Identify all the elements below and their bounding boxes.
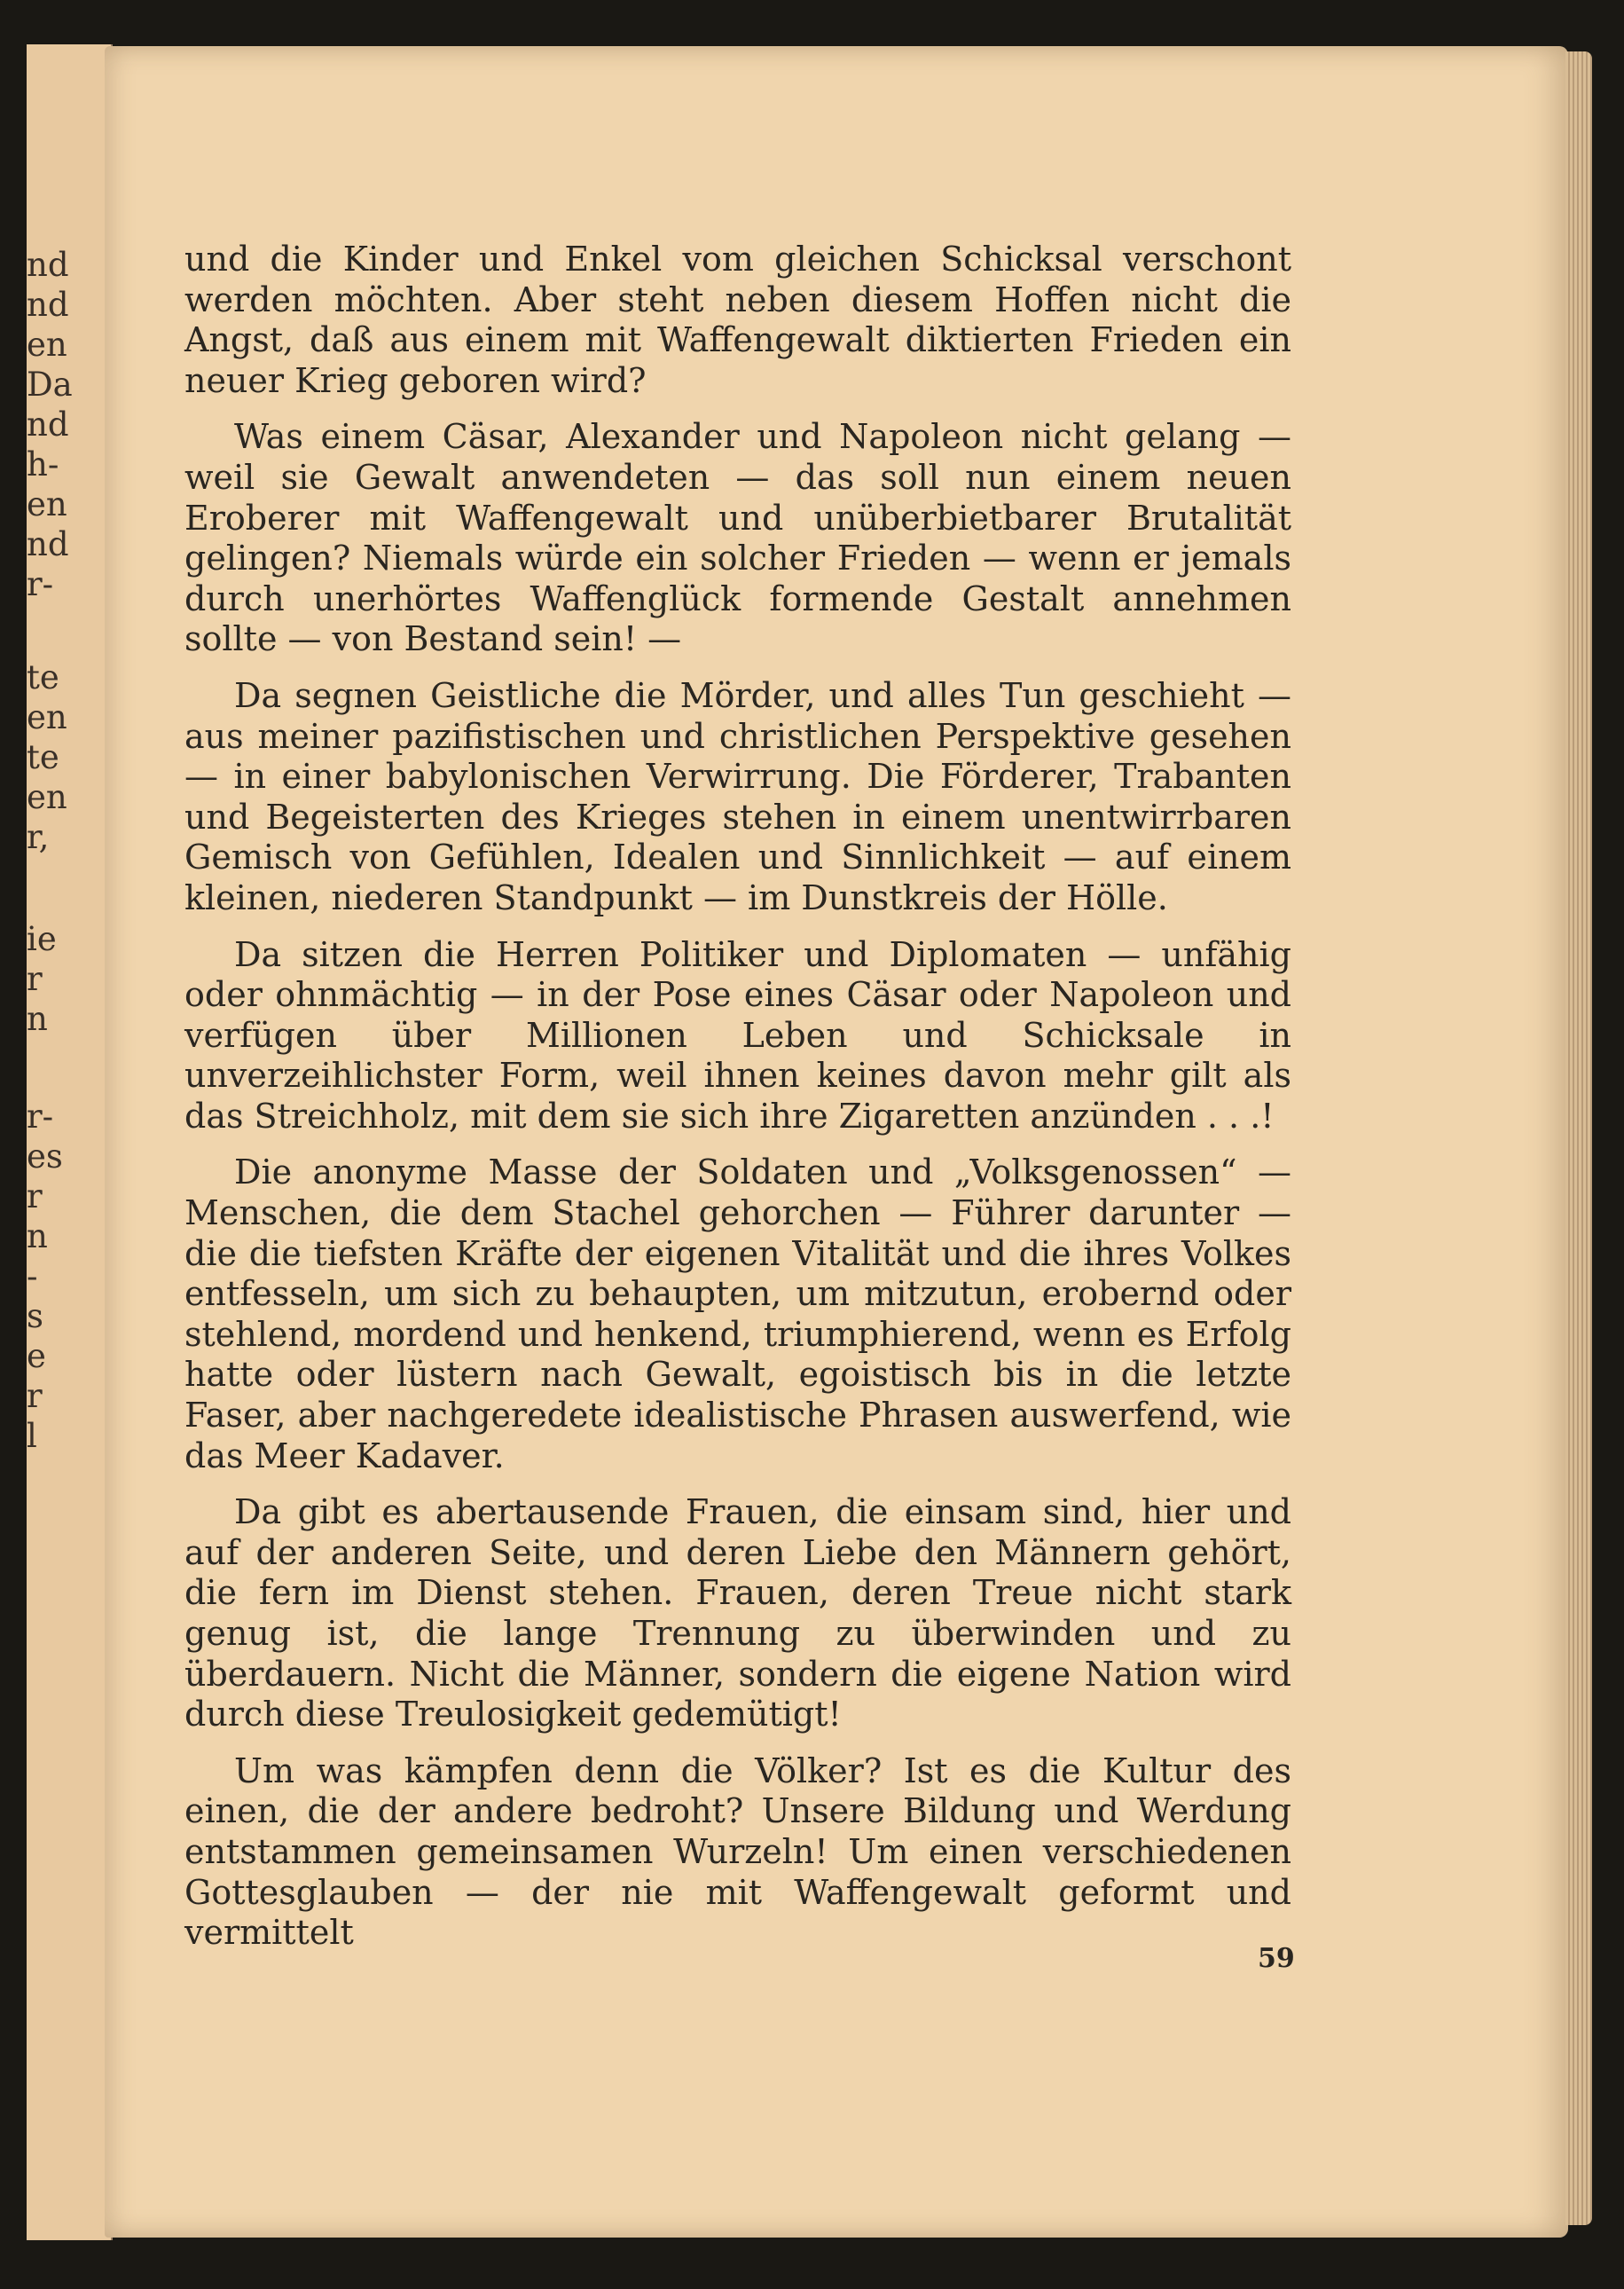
paragraph: Was einem Cäsar, Alexander und Napoleon nicht gelang — weil sie Gewalt anwendeten — das soll nun einem neuen Eroberer mit Waffengewalt und unüberbietbarer Brutalität gelingen? Niemals würde ein solcher Frieden — wenn er jemals durch unerhörtes Waffenglück formende Gestalt annehmen sollte — von Bestand sein! — — [184, 417, 1291, 659]
prev-page-fragment: s — [27, 1297, 43, 1335]
prev-page-fragment: en — [27, 698, 67, 736]
paragraph: Die anonyme Masse der Soldaten und „Volksgenossen“ — Menschen, die dem Stachel gehorchen — Führer darunter — die die tiefsten Kräfte der eigenen Vitalität und die ihres Volkes entfesseln, um sich zu behaupten, um mitzutun, erobernd oder stehlend, mordend und henkend, triumphierend, wenn es Erfolg hatte oder lüstern nach Gewalt, egoistisch bis in die letzte Faser, aber nachgeredete idealistische Phrasen auswerfend, wie das Meer Kadaver. — [184, 1152, 1291, 1475]
body-text — [184, 240, 1291, 1970]
paragraph: und die Kinder und Enkel vom gleichen Schicksal verschont werden möchten. Aber steht neben diesem Hoffen nicht die Angst, daß aus einem mit Waffengewalt diktierten Frieden ein neuer Krieg geboren wird? — [184, 240, 1291, 400]
prev-page-fragment: nd — [27, 246, 69, 284]
page-number: 59 — [1258, 1943, 1295, 1974]
prev-page-fragment: n — [27, 1000, 48, 1038]
prev-page-fragment: r- — [27, 565, 54, 603]
prev-page-fragment: r- — [27, 1097, 54, 1136]
prev-page-fragment: Da — [27, 366, 73, 404]
prev-page-fragment: nd — [27, 286, 69, 324]
prev-page-fragment: r — [27, 960, 43, 998]
prev-page-fragment: en — [27, 485, 67, 523]
prev-page-fragment: - — [27, 1257, 38, 1295]
prev-page-fragment: te — [27, 658, 59, 696]
prev-page-fragment: nd — [27, 525, 69, 563]
paragraph: Da segnen Geistliche die Mörder, und alles Tun geschieht — aus meiner pazifistischen und christlichen Perspektive gesehen — in einer babylonischen Verwirrung. Die Förderer, Trabanten und Begeisterten des Krieges stehen in einem unentwirrbaren Gemisch von Gefühlen, Idealen und Sinnlichkeit — auf einem kleinen, niederen Standpunkt — im Dunstkreis der Hölle. — [184, 675, 1291, 917]
paragraph: Um was kämpfen denn die Völker? Ist es die Kultur des einen, die der andere bedroht? Unsere Bildung und Werdung entstammen gemeinsamen Wurzeln! Um einen verschiedenen Gottesglauben — der nie mit Waffengewalt geformt und vermittelt — [184, 1750, 1291, 1953]
prev-page-fragment: n — [27, 1217, 48, 1255]
paragraph: Da gibt es abertausende Frauen, die einsam sind, hier und auf der anderen Seite, und deren Liebe den Männern gehört, die fern im Dienst stehen. Frauen, deren Treue nicht stark genug ist, die lange Trennung zu überwinden und zu überdauern. Nicht die Männer, sondern die eigene Nation wird durch diese Treulosigkeit gedemütigt! — [184, 1492, 1291, 1734]
prev-page-fragment: r, — [27, 818, 50, 856]
prev-page-fragment: es — [27, 1137, 63, 1176]
prev-page-fragment: h- — [27, 445, 59, 484]
prev-page-fragment: en — [27, 326, 67, 364]
page-stack-edge — [1565, 51, 1592, 2225]
prev-page-fragment: en — [27, 778, 67, 816]
prev-page-fragment: r — [27, 1377, 43, 1415]
prev-page-fragment: ie — [27, 920, 57, 958]
prev-page-fragment: nd — [27, 405, 69, 444]
paragraph: Da sitzen die Herren Politiker und Diplomaten — unfähig oder ohnmächtig — in der Pose eines Cäsar oder Napoleon und verfügen über Millionen Leben und Schicksale in unverzeihlichster Form, weil ihnen keines davon mehr gilt als das Streichholz, mit dem sie sich ihre Zigaretten anzünden . . .! — [184, 934, 1291, 1136]
prev-page-fragment: l — [27, 1417, 37, 1455]
prev-page-fragment: r — [27, 1177, 43, 1215]
previous-page-edge — [27, 44, 113, 2240]
prev-page-fragment: e — [27, 1337, 46, 1375]
prev-page-fragment: te — [27, 738, 59, 776]
